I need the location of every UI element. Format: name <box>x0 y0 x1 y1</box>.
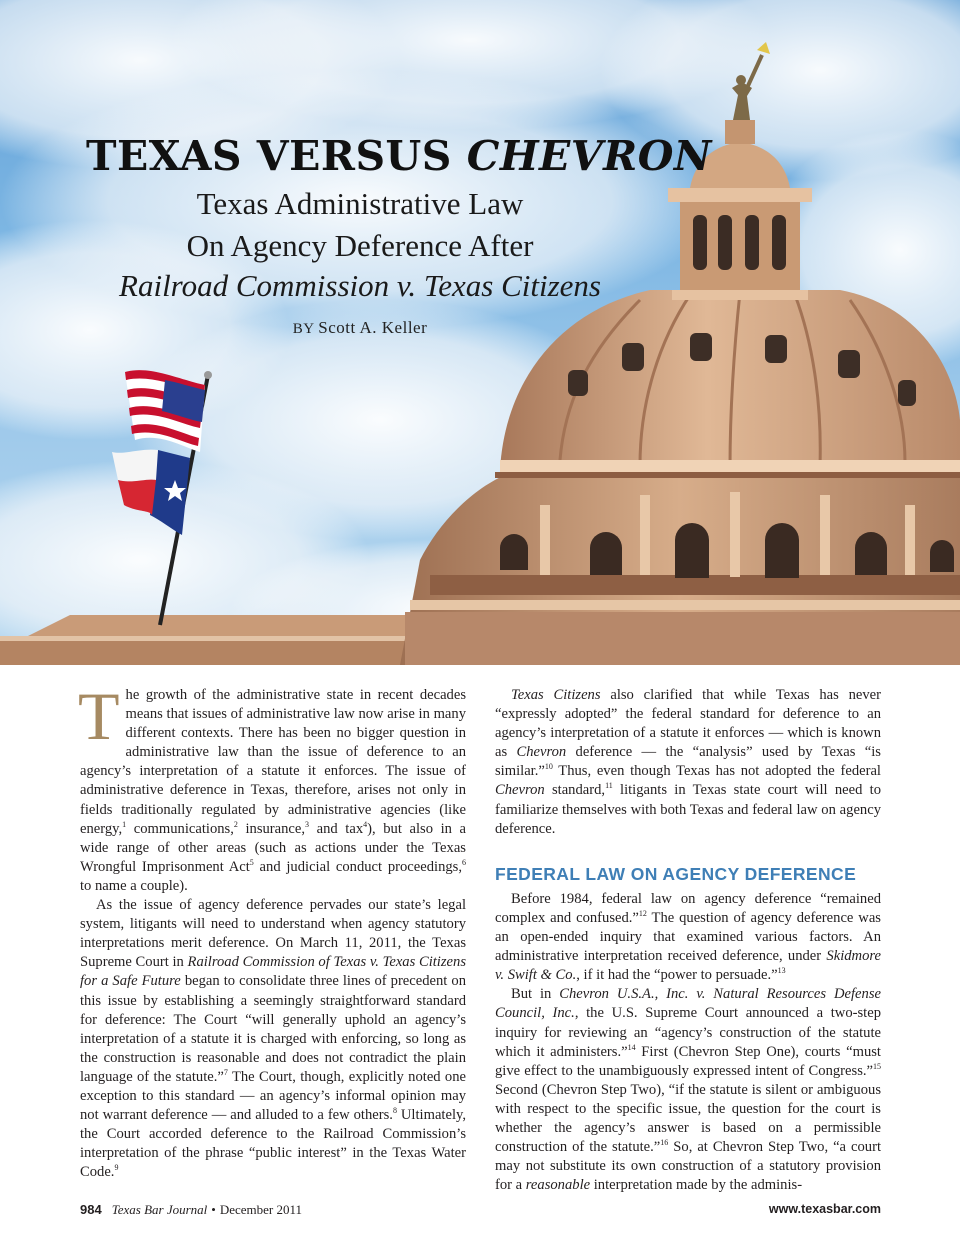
article-title <box>86 132 712 180</box>
byline <box>0 318 720 338</box>
paragraph: But in Chevron U.S.A., Inc. v. Natural Resources Defense Council, Inc., the U.S. Supreme Court announced a two-step inquiry for reviewing an “agency’s construction of the statute which it administers.”$^{14}$ First (Chevron Step One), courts “must give effect to the unambiguously expressed intent of Congress.”$^{15}$ Second (Chevron Step Two), “if the statute is silent or ambiguous with respect to the specific issue, the question for the court is whether the agency’s answer is based on a permissible construction of the statute.”$^{16}$ So, at Chevron Step Two, “a court may not substitute its own construction of a statutory provision for a reasonable interpretation made by the adminis- <box>495 986 881 1194</box>
byline-prefix: BY <box>292 321 319 337</box>
paragraph: As the issue of agency deference pervades our state’s legal system, litigants will need to understand when agency statutory interpretations merit deference. On March 11, 2011, the Texas Supreme Court in Railroad Commission of Texas v. Texas Citizens for a Safe Future began to consolidate three lines of precedent on this issue by establishing a seemingly straightforward standard for deference: The Court “will generally uphold an agency’s interpretation of a statute it is charged with enforcing, so long as the construction is reasonable and does not contradict the plain language of the statute.”$^7$ The Court, though, explicitly noted one exception to this standard — an agency’s informal opinion may not warrant deference — and alluded to a few others.$^8$ Ultimately, the Court accorded deference to the Railroad Commission’s interpretation of the phrase “public interest” in the Texas Water Code.$^9$ <box>80 897 467 1181</box>
right-column <box>495 686 881 1195</box>
issue-date: December 2011 <box>219 1202 303 1217</box>
paragraph: Texas Citizens also clarified that while Texas has never “expressly adopted” the federal standard for deference to an agency’s interpretation of a statute it enforces — which is known as Chevron deference — the “analysis” used by Texas “is similar.”$^{10}$ Thus, even though Texas has not adopted the federal Chevron standard,$^{11}$ litigants in Texas state court will need to familiarize themselves with both Texas and federal law on agency deference. <box>495 687 882 837</box>
byline-author: Scott A. Keller <box>318 318 428 337</box>
paragraph: Before 1984, federal law on agency deference “remained complex and confused.”$^{12}$ The question of agency deference was an open-ended inquiry that examined various factors. An administrative interpretation received deference, under Skidmore v. Swift & Co., if it had the “power to persuade.”$^{13}$ <box>495 890 881 984</box>
title-text: TEXAS VERSUS <box>86 132 467 180</box>
journal-name: Texas Bar Journal <box>111 1202 208 1217</box>
website-link[interactable]: www.texasbar.com <box>768 1202 881 1216</box>
title-italic-text: CHEVRON <box>466 132 712 180</box>
page-number: 984 <box>80 1202 102 1217</box>
left-column <box>78 678 467 1182</box>
subtitle-line-3: Railroad Commission v. Texas Citizens <box>119 268 601 303</box>
paragraph: The growth of the administrative state in recent decades means that issues of administrative law now arise in many different contexts. There has been no bigger question in administrative law than the issue of deference to an agency’s interpretation of a statute it enforces. The issue of administrative deference in Texas, therefore, arises not only in fields traditionally regulated by administrative agencies (like energy,$^1$ communications,$^2$ insurance,$^3$ and tax$^4$), but also in a wide range of other areas (such as actions under the Texas Wrongful Imprisonment Act$^5$ and judicial conduct proceedings,$^6$ to name a couple). <box>78 678 467 894</box>
footer-bullet: • <box>211 1202 216 1217</box>
subtitle-line-1: Texas Administrative Law <box>196 186 524 221</box>
section-heading: FEDERAL LAW ON AGENCY DEFERENCE <box>495 863 857 884</box>
page-footer <box>80 1202 881 1222</box>
drop-cap: T <box>78 678 120 754</box>
subtitle-line-2: On Agency Deference After <box>186 228 534 263</box>
